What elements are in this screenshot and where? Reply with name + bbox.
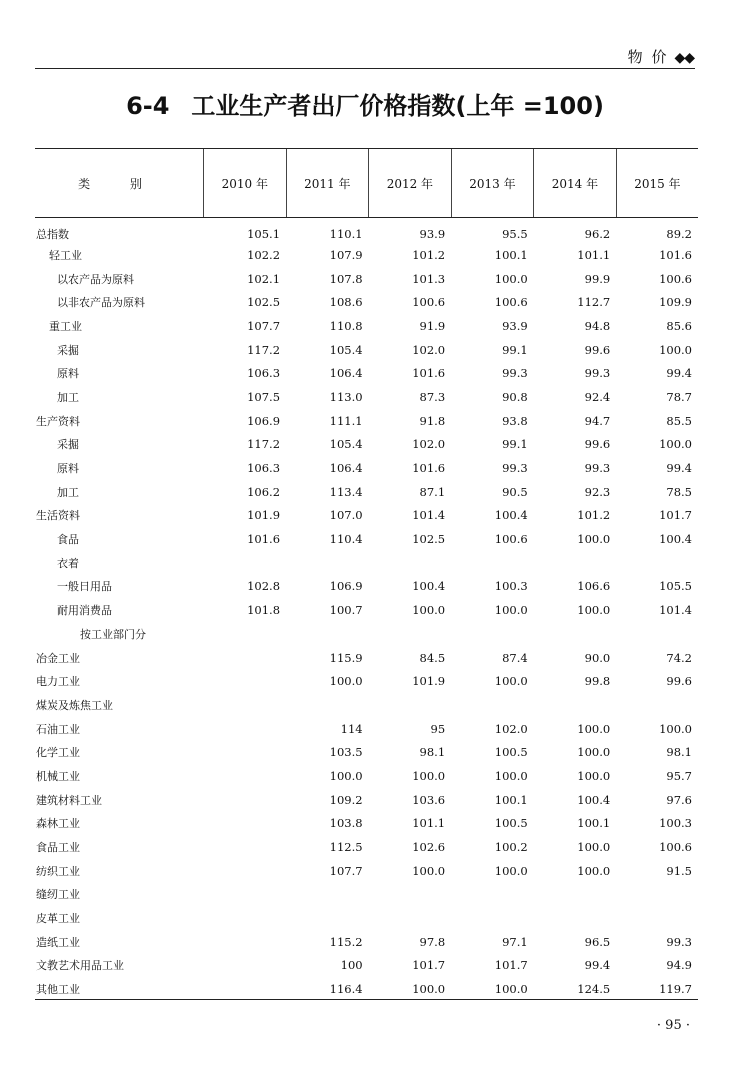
table-cell: 101.6 xyxy=(412,461,446,476)
header-rule xyxy=(35,68,695,69)
table-cell: 100.4 xyxy=(412,579,446,594)
row-label: 生产资料 xyxy=(36,414,80,428)
table-cell xyxy=(616,883,698,907)
row-label: 化学工业 xyxy=(36,746,80,760)
table-cell xyxy=(451,693,534,717)
row-label: 电力工业 xyxy=(36,675,80,689)
table-cell xyxy=(616,622,698,646)
table-cell: 97.6 xyxy=(666,792,692,807)
table-cell: 98.1 xyxy=(666,745,692,760)
table-cell: 102.5 xyxy=(412,532,446,547)
table-cell: 101.7 xyxy=(659,508,692,523)
table-row xyxy=(35,598,698,622)
table-cell: 100.6 xyxy=(412,295,446,310)
row-label: 生活资料 xyxy=(36,509,80,523)
table-cell: 100.0 xyxy=(329,768,363,783)
table-cell: 106.4 xyxy=(329,366,363,381)
table-number: 6-4 xyxy=(126,92,170,120)
table-cell: 99.6 xyxy=(666,674,692,689)
table-cell: 101.9 xyxy=(412,674,446,689)
table-row xyxy=(35,409,698,433)
table-cell: 106.9 xyxy=(247,413,281,428)
table-cell: 97.1 xyxy=(502,934,528,949)
table-cell: 105.4 xyxy=(329,437,363,452)
table-cell: 99.1 xyxy=(502,437,528,452)
table-row xyxy=(35,764,698,788)
table-cell: 92.3 xyxy=(584,484,611,499)
table-cell: 101.8 xyxy=(247,603,281,618)
table-row xyxy=(35,717,698,741)
table-header-row xyxy=(35,149,698,218)
table-cell: 100.3 xyxy=(659,816,692,831)
table-cell: 93.8 xyxy=(502,413,528,428)
table-cell: 78.5 xyxy=(666,484,692,499)
table-cell xyxy=(204,883,287,907)
table-cell: 99.3 xyxy=(584,366,611,381)
table-cell: 100.0 xyxy=(494,768,528,783)
section-tag xyxy=(628,46,694,67)
row-label: 森林工业 xyxy=(36,817,80,831)
table-cell: 99.4 xyxy=(584,958,611,973)
table-row xyxy=(35,835,698,859)
table-cell: 93.9 xyxy=(419,227,446,241)
table-cell xyxy=(286,906,369,930)
table-cell: 101.7 xyxy=(412,958,446,973)
table-cell: 117.2 xyxy=(247,437,281,452)
table-cell: 100.3 xyxy=(494,579,528,594)
table-cell: 91.5 xyxy=(666,863,692,878)
row-label: 重工业 xyxy=(49,319,82,333)
table-cell: 100.7 xyxy=(329,603,363,618)
row-label: 原料 xyxy=(57,367,79,381)
table-cell: 107.5 xyxy=(247,389,281,404)
table-cell: 100.0 xyxy=(494,603,528,618)
table-cell: 85.6 xyxy=(666,318,692,333)
table-cell: 114 xyxy=(340,721,363,736)
table-cell: 110.4 xyxy=(329,532,363,547)
table-cell: 112.7 xyxy=(577,295,611,310)
row-label: 轻工业 xyxy=(49,248,82,262)
table-cell: 90.0 xyxy=(584,650,611,665)
table-cell: 110.8 xyxy=(329,318,363,333)
table-cell: 106.9 xyxy=(329,579,363,594)
table-cell: 101.4 xyxy=(659,603,692,618)
table-row xyxy=(35,243,698,267)
table-row xyxy=(35,622,698,646)
row-label: 食品 xyxy=(57,533,79,547)
row-label: 按工业部门分 xyxy=(80,627,146,641)
table-row xyxy=(35,551,698,575)
table-row xyxy=(35,385,698,409)
table-row xyxy=(35,314,698,338)
table-cell: 100.0 xyxy=(659,342,692,357)
table-cell: 100.0 xyxy=(412,982,446,997)
table-cell: 107.7 xyxy=(329,863,363,878)
table-cell: 124.5 xyxy=(577,982,611,997)
table-cell: 107.7 xyxy=(247,318,281,333)
table-cell: 110.1 xyxy=(329,227,363,241)
table-cell: 100.0 xyxy=(494,982,528,997)
table-row xyxy=(35,977,698,1001)
table-cell xyxy=(616,906,698,930)
table-cell: 102.2 xyxy=(247,247,281,262)
table-cell xyxy=(369,883,452,907)
table-cell: 100.5 xyxy=(494,745,528,760)
table-cell: 87.4 xyxy=(502,650,528,665)
table-cell: 100.6 xyxy=(494,295,528,310)
table-cell: 93.9 xyxy=(502,318,528,333)
table-cell: 100.0 xyxy=(412,603,446,618)
table-row xyxy=(35,906,698,930)
table-cell xyxy=(616,551,698,575)
table-cell xyxy=(534,906,617,930)
table-cell: 107.8 xyxy=(329,271,363,286)
table-cell xyxy=(204,859,287,883)
table-row xyxy=(35,812,698,836)
table-cell: 96.5 xyxy=(584,934,611,949)
row-label: 造纸工业 xyxy=(36,935,80,949)
table-cell xyxy=(534,622,617,646)
row-label: 文教艺术用品工业 xyxy=(36,959,124,973)
table-cell: 95.5 xyxy=(502,227,528,241)
table-cell: 91.9 xyxy=(419,318,446,333)
table-cell: 107.0 xyxy=(329,508,363,523)
table-cell: 78.7 xyxy=(666,389,692,404)
column-header: 2014 年 xyxy=(534,149,617,218)
table-cell: 99.1 xyxy=(502,342,528,357)
table-cell xyxy=(204,906,287,930)
table-cell: 100.0 xyxy=(412,863,446,878)
table-cell xyxy=(451,551,534,575)
table-cell: 99.3 xyxy=(666,934,692,949)
table-row xyxy=(35,575,698,599)
table-cell xyxy=(204,788,287,812)
table-cell: 100.0 xyxy=(329,674,363,689)
table-cell: 103.5 xyxy=(329,745,363,760)
table-cell: 102.5 xyxy=(247,295,281,310)
table-cell xyxy=(286,551,369,575)
table-cell: 99.3 xyxy=(502,366,528,381)
table-cell: 95 xyxy=(430,721,446,736)
table-cell: 100.0 xyxy=(577,721,611,736)
table-cell xyxy=(451,622,534,646)
table-cell xyxy=(369,551,452,575)
table-cell: 100.6 xyxy=(494,532,528,547)
column-header: 2013 年 xyxy=(451,149,534,218)
row-label: 食品工业 xyxy=(36,841,80,855)
table-cell: 106.4 xyxy=(329,461,363,476)
table-cell: 102.0 xyxy=(494,721,528,736)
price-index-table xyxy=(35,148,698,1001)
table-cell: 100 xyxy=(340,958,363,973)
table-cell: 112.5 xyxy=(329,840,363,855)
row-label: 耐用消费品 xyxy=(57,604,112,618)
table-row xyxy=(35,693,698,717)
table-cell xyxy=(204,812,287,836)
table-cell xyxy=(204,764,287,788)
table-cell: 100.0 xyxy=(577,532,611,547)
row-label: 加工 xyxy=(57,485,79,499)
table-cell xyxy=(204,551,287,575)
row-label: 煤炭及炼焦工业 xyxy=(36,698,113,712)
page-title xyxy=(0,86,730,121)
table-row xyxy=(35,290,698,314)
table-cell xyxy=(204,646,287,670)
table-cell: 102.0 xyxy=(412,437,446,452)
table-cell xyxy=(204,693,287,717)
table-cell: 100.2 xyxy=(494,840,528,855)
table-cell: 87.3 xyxy=(419,389,446,404)
table-cell: 101.7 xyxy=(494,958,528,973)
table-cell xyxy=(534,551,617,575)
table-cell: 109.9 xyxy=(659,295,692,310)
table-cell: 74.2 xyxy=(666,650,692,665)
table-cell: 106.6 xyxy=(577,579,611,594)
table-cell: 100.0 xyxy=(577,840,611,855)
table-cell xyxy=(286,883,369,907)
row-label: 建筑材料工业 xyxy=(36,793,102,807)
table-cell: 113.4 xyxy=(329,484,363,499)
table-cell: 113.0 xyxy=(329,389,363,404)
table-cell xyxy=(204,954,287,978)
table-row xyxy=(35,883,698,907)
table-cell: 99.8 xyxy=(584,674,611,689)
table-cell: 100.0 xyxy=(577,768,611,783)
table-cell: 84.5 xyxy=(419,650,446,665)
table-cell: 101.6 xyxy=(659,247,692,262)
row-label: 纺织工业 xyxy=(36,864,80,878)
table-cell: 101.2 xyxy=(412,247,446,262)
table-row xyxy=(35,954,698,978)
table-cell xyxy=(616,693,698,717)
row-label: 以农产品为原料 xyxy=(57,272,134,286)
table-cell: 85.5 xyxy=(666,413,692,428)
table-cell: 100.1 xyxy=(494,247,528,262)
table-cell xyxy=(204,977,287,1001)
table-cell: 100.1 xyxy=(494,792,528,807)
table-cell: 100.6 xyxy=(659,271,692,286)
table-cell xyxy=(204,740,287,764)
table-bottom-rule xyxy=(35,999,698,1000)
table-row xyxy=(35,267,698,291)
table-cell: 99.4 xyxy=(666,461,692,476)
table-title: 工业生产者出厂价格指数(上年 =100) xyxy=(191,92,604,120)
table-row xyxy=(35,480,698,504)
table-cell: 94.8 xyxy=(584,318,611,333)
table-cell: 101.1 xyxy=(412,816,446,831)
table-cell: 108.6 xyxy=(329,295,363,310)
table-cell: 101.1 xyxy=(577,247,611,262)
column-header: 2011 年 xyxy=(286,149,369,218)
table-cell: 100.0 xyxy=(494,271,528,286)
table-cell xyxy=(534,883,617,907)
table-cell: 89.2 xyxy=(666,227,692,241)
row-label: 石油工业 xyxy=(36,722,80,736)
row-label: 皮革工业 xyxy=(36,912,80,926)
table-cell: 100.1 xyxy=(577,816,611,831)
table-cell: 97.8 xyxy=(419,934,446,949)
table-cell: 101.6 xyxy=(412,366,446,381)
column-header: 2012 年 xyxy=(369,149,452,218)
table-cell xyxy=(204,622,287,646)
table-cell: 100.5 xyxy=(494,816,528,831)
column-header: 类 别 xyxy=(35,149,204,218)
table-cell: 94.7 xyxy=(584,413,611,428)
table-cell: 96.2 xyxy=(584,227,611,241)
table-cell: 102.8 xyxy=(247,579,281,594)
table-row xyxy=(35,859,698,883)
table-cell xyxy=(286,693,369,717)
table-row xyxy=(35,527,698,551)
diamond-icon: ◆◆ xyxy=(674,50,694,66)
table-cell xyxy=(369,693,452,717)
table-row xyxy=(35,930,698,954)
table-cell: 90.8 xyxy=(502,389,528,404)
table-cell xyxy=(451,906,534,930)
table-cell: 101.4 xyxy=(412,508,446,523)
table-row xyxy=(35,218,698,244)
table-cell: 111.1 xyxy=(329,413,363,428)
table-cell: 90.5 xyxy=(502,484,528,499)
table-cell: 98.1 xyxy=(419,745,446,760)
table-cell: 100.6 xyxy=(659,840,692,855)
table-row xyxy=(35,338,698,362)
table-cell xyxy=(286,622,369,646)
table-cell xyxy=(204,930,287,954)
table-cell: 94.9 xyxy=(666,958,692,973)
table-cell: 95.7 xyxy=(666,768,692,783)
table-cell: 105.1 xyxy=(247,227,281,241)
table-cell: 103.8 xyxy=(329,816,363,831)
row-label: 一般日用品 xyxy=(57,580,112,594)
table-cell: 100.4 xyxy=(577,792,611,807)
table-cell xyxy=(369,906,452,930)
table-cell: 117.2 xyxy=(247,342,281,357)
table-cell: 105.4 xyxy=(329,342,363,357)
table-cell: 103.6 xyxy=(412,792,446,807)
table-row xyxy=(35,740,698,764)
table-cell: 105.5 xyxy=(659,579,692,594)
table-cell: 100.4 xyxy=(494,508,528,523)
table-cell: 102.6 xyxy=(412,840,446,855)
table-cell: 101.6 xyxy=(247,532,281,547)
table-cell: 99.6 xyxy=(584,437,611,452)
page-number: · 95 · xyxy=(656,1018,690,1033)
section-label: 物 价 xyxy=(627,48,669,66)
table-cell: 100.0 xyxy=(577,863,611,878)
table-cell: 101.2 xyxy=(577,508,611,523)
table-cell: 100.4 xyxy=(659,532,692,547)
row-label: 其他工业 xyxy=(36,983,80,997)
row-label: 采掘 xyxy=(57,343,79,357)
table-cell: 101.9 xyxy=(247,508,281,523)
row-label: 总指数 xyxy=(36,228,69,241)
table-row xyxy=(35,456,698,480)
table-row xyxy=(35,646,698,670)
table-cell xyxy=(204,835,287,859)
row-label: 以非农产品为原料 xyxy=(57,296,145,310)
table-cell: 115.2 xyxy=(329,934,363,949)
row-label: 冶金工业 xyxy=(36,651,80,665)
table-cell: 106.3 xyxy=(247,461,281,476)
table-row xyxy=(35,361,698,385)
table-cell: 99.6 xyxy=(584,342,611,357)
table-cell xyxy=(534,693,617,717)
table-cell xyxy=(204,669,287,693)
table-cell: 102.1 xyxy=(247,271,281,286)
table-cell: 107.9 xyxy=(329,247,363,262)
table-cell: 100.0 xyxy=(494,863,528,878)
table-cell: 109.2 xyxy=(329,792,363,807)
table-cell xyxy=(369,622,452,646)
table-cell: 87.1 xyxy=(419,484,446,499)
row-label: 缝纫工业 xyxy=(36,888,80,902)
table-cell: 99.3 xyxy=(502,461,528,476)
table-body xyxy=(35,218,698,1002)
table-cell: 91.8 xyxy=(419,413,446,428)
row-label: 机械工业 xyxy=(36,769,80,783)
table-cell: 116.4 xyxy=(329,982,363,997)
row-label: 衣着 xyxy=(57,556,79,570)
table-cell: 99.3 xyxy=(584,461,611,476)
table-cell: 100.0 xyxy=(412,768,446,783)
table-cell: 106.2 xyxy=(247,484,281,499)
row-label: 原料 xyxy=(57,462,79,476)
table-cell: 100.0 xyxy=(659,437,692,452)
row-label: 加工 xyxy=(57,390,79,404)
table-cell: 119.7 xyxy=(659,982,692,997)
table-cell: 100.0 xyxy=(494,674,528,689)
table-cell xyxy=(204,717,287,741)
table-cell: 100.0 xyxy=(577,603,611,618)
table-cell: 101.3 xyxy=(412,271,446,286)
table-cell: 102.0 xyxy=(412,342,446,357)
table-cell: 106.3 xyxy=(247,366,281,381)
table-cell: 115.9 xyxy=(329,650,363,665)
table-cell: 99.9 xyxy=(584,271,611,286)
column-header: 2015 年 xyxy=(616,149,698,218)
table-cell: 92.4 xyxy=(584,389,611,404)
table-cell: 100.0 xyxy=(577,745,611,760)
table-row xyxy=(35,504,698,528)
table-row xyxy=(35,433,698,457)
row-label: 采掘 xyxy=(57,438,79,452)
table-cell: 99.4 xyxy=(666,366,692,381)
table-cell: 100.0 xyxy=(659,721,692,736)
column-header: 2010 年 xyxy=(204,149,287,218)
table-row xyxy=(35,788,698,812)
table-cell xyxy=(451,883,534,907)
table-row xyxy=(35,669,698,693)
